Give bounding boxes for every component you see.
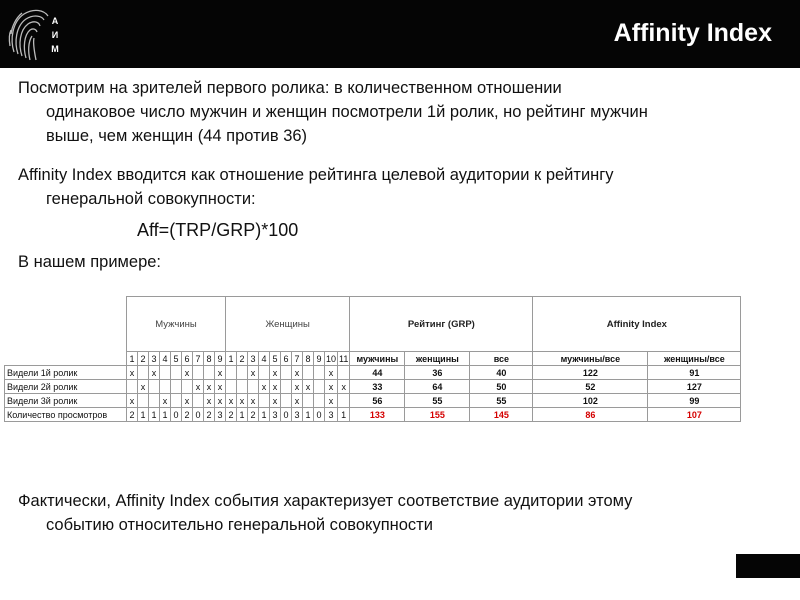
- men-cell: x: [160, 394, 171, 408]
- women-cell: [226, 380, 237, 394]
- women-cell: x: [248, 394, 259, 408]
- affinity-column-header: мужчины/все: [533, 352, 648, 366]
- women-cell: 0: [314, 408, 325, 422]
- women-cell: x: [325, 380, 338, 394]
- men-cell: x: [127, 366, 138, 380]
- women-cell: 1: [259, 408, 270, 422]
- men-cell: 1: [160, 408, 171, 422]
- women-cell: 1: [237, 408, 248, 422]
- women-cell: 1: [303, 408, 314, 422]
- rating-column-header: мужчины: [350, 352, 405, 366]
- men-cell: [182, 380, 193, 394]
- group-women-header: Женщины: [226, 297, 350, 352]
- rating-cell: 133: [350, 408, 405, 422]
- row-label: Видели 3й ролик: [5, 394, 127, 408]
- affinity-cell: 102: [533, 394, 648, 408]
- men-cell: 2: [127, 408, 138, 422]
- logo-letter: М: [51, 44, 59, 54]
- rating-cell: 44: [350, 366, 405, 380]
- women-cell: [281, 366, 292, 380]
- table-row: [5, 394, 741, 408]
- group-affinity-header: Affinity Index: [533, 297, 741, 352]
- women-cell: x: [292, 380, 303, 394]
- paragraph-line: одинаковое число мужчин и женщин посмотрели 1й ролик, но рейтинг мужчин: [46, 103, 648, 121]
- paragraph-line: Посмотрим на зрителей первого ролика: в количественном отношении: [18, 79, 562, 97]
- men-cell: x: [127, 394, 138, 408]
- rating-cell: 55: [470, 394, 533, 408]
- women-cell: x: [325, 366, 338, 380]
- women-cell: 3: [292, 408, 303, 422]
- men-cell: x: [215, 380, 226, 394]
- affinity-cell: 52: [533, 380, 648, 394]
- women-cell: 1: [338, 408, 350, 422]
- affinity-cell: 127: [648, 380, 741, 394]
- women-cell: [338, 366, 350, 380]
- women-cell: [226, 366, 237, 380]
- women-cell: [314, 380, 325, 394]
- paragraph-line: выше, чем женщин (44 против 36): [46, 127, 308, 145]
- header-bar: [0, 0, 800, 68]
- men-cell: [171, 394, 182, 408]
- women-cell: [303, 394, 314, 408]
- women-cell: [314, 366, 325, 380]
- women-number-header: 10: [326, 353, 337, 364]
- women-cell: x: [237, 394, 248, 408]
- rating-cell: 33: [350, 380, 405, 394]
- men-cell: x: [182, 366, 193, 380]
- women-cell: [259, 366, 270, 380]
- women-number-header: 7: [292, 352, 303, 366]
- women-number-header: 2: [237, 352, 248, 366]
- women-number-header: 6: [281, 352, 292, 366]
- women-cell: x: [226, 394, 237, 408]
- women-cell: x: [270, 394, 281, 408]
- women-cell: 0: [281, 408, 292, 422]
- women-number-header: 4: [259, 352, 270, 366]
- men-cell: x: [149, 366, 160, 380]
- men-cell: x: [138, 380, 149, 394]
- men-number-header: 4: [160, 352, 171, 366]
- formula: Aff=(TRP/GRP)*100: [137, 220, 299, 240]
- rating-cell: 40: [470, 366, 533, 380]
- men-number-header: 5: [171, 352, 182, 366]
- paragraph-intro: [18, 76, 788, 148]
- men-cell: x: [182, 394, 193, 408]
- women-cell: [248, 380, 259, 394]
- women-cell: x: [270, 380, 281, 394]
- rating-cell: 55: [405, 394, 470, 408]
- rating-cell: 64: [405, 380, 470, 394]
- row-label: Количество просмотров: [5, 408, 127, 422]
- women-cell: 3: [325, 408, 338, 422]
- men-number-header: 9: [215, 352, 226, 366]
- men-cell: [138, 394, 149, 408]
- rating-cell: 50: [470, 380, 533, 394]
- men-cell: 3: [215, 408, 226, 422]
- women-cell: [237, 380, 248, 394]
- group-men-header: Мужчины: [127, 297, 226, 352]
- paragraph-line: генеральной совокупности:: [46, 190, 256, 208]
- paragraph-conclusion: [18, 489, 788, 537]
- women-number-header: 9: [314, 352, 325, 366]
- men-cell: x: [215, 366, 226, 380]
- table-row: [5, 380, 741, 394]
- affinity-cell: 122: [533, 366, 648, 380]
- men-cell: [149, 394, 160, 408]
- men-cell: [204, 366, 215, 380]
- men-cell: [193, 366, 204, 380]
- page-title: Affinity Index: [613, 19, 772, 47]
- men-cell: 2: [204, 408, 215, 422]
- affinity-cell: 107: [648, 408, 741, 422]
- women-cell: [281, 394, 292, 408]
- table-group-header-row: [5, 297, 741, 352]
- women-cell: [303, 366, 314, 380]
- men-number-header: 7: [193, 352, 204, 366]
- table-row: [5, 366, 741, 380]
- women-cell: x: [270, 366, 281, 380]
- women-cell: 2: [226, 408, 237, 422]
- men-cell: [138, 366, 149, 380]
- men-cell: [160, 366, 171, 380]
- women-cell: x: [292, 366, 303, 380]
- affinity-table: [4, 296, 741, 422]
- paragraph-line: Affinity Index вводится как отношение рейтинга целевой аудитории к рейтингу: [18, 166, 614, 184]
- men-cell: 1: [149, 408, 160, 422]
- men-number-header: 3: [149, 352, 160, 366]
- women-cell: [281, 380, 292, 394]
- group-rating-header: Рейтинг (GRP): [350, 297, 533, 352]
- men-number-header: 2: [138, 352, 149, 366]
- rating-column-header: все: [470, 352, 533, 366]
- men-number-header: 1: [127, 352, 138, 366]
- men-cell: 0: [193, 408, 204, 422]
- affinity-cell: 86: [533, 408, 648, 422]
- women-cell: [338, 394, 350, 408]
- men-cell: x: [215, 394, 226, 408]
- men-cell: [171, 366, 182, 380]
- men-cell: 2: [182, 408, 193, 422]
- women-number-header: 5: [270, 352, 281, 366]
- paragraph-line: В нашем примере:: [18, 253, 162, 271]
- women-number-header: 8: [303, 352, 314, 366]
- rating-cell: 36: [405, 366, 470, 380]
- women-number-header: 1: [226, 352, 237, 366]
- rating-cell: 145: [470, 408, 533, 422]
- men-cell: [171, 380, 182, 394]
- table-subheader-row: [5, 352, 741, 366]
- women-number-header: 3: [248, 352, 259, 366]
- paragraph-line: событию относительно генеральной совокупности: [46, 516, 433, 534]
- women-number-header: 11: [339, 353, 349, 364]
- men-cell: x: [204, 380, 215, 394]
- paragraph-line: Фактически, Affinity Index события характеризует соответствие аудитории этому: [18, 492, 633, 510]
- men-cell: x: [204, 394, 215, 408]
- women-cell: x: [248, 366, 259, 380]
- women-cell: x: [292, 394, 303, 408]
- men-number-header: 8: [204, 352, 215, 366]
- paragraph-example: [18, 250, 788, 274]
- table-row: [5, 408, 741, 422]
- row-label: Видели 2й ролик: [5, 380, 127, 394]
- women-cell: 3: [270, 408, 281, 422]
- logo-letter: А: [51, 16, 59, 26]
- men-cell: 1: [138, 408, 149, 422]
- women-cell: [259, 394, 270, 408]
- men-number-header: 6: [182, 352, 193, 366]
- women-cell: 2: [248, 408, 259, 422]
- affinity-column-header: женщины/все: [648, 352, 741, 366]
- men-cell: [160, 380, 171, 394]
- women-cell: x: [259, 380, 270, 394]
- women-cell: [237, 366, 248, 380]
- men-cell: x: [193, 380, 204, 394]
- paragraph-definition: [18, 163, 788, 211]
- affinity-cell: 91: [648, 366, 741, 380]
- row-label: Видели 1й ролик: [5, 366, 127, 380]
- women-cell: x: [338, 380, 350, 394]
- men-cell: 0: [171, 408, 182, 422]
- rating-column-header: женщины: [405, 352, 470, 366]
- women-cell: [314, 394, 325, 408]
- women-cell: x: [325, 394, 338, 408]
- men-cell: [149, 380, 160, 394]
- rating-cell: 56: [350, 394, 405, 408]
- corner-block: [736, 554, 800, 578]
- fingerprint-logo-icon: [6, 4, 66, 64]
- men-cell: [193, 394, 204, 408]
- logo-letter: И: [51, 30, 59, 40]
- men-cell: [127, 380, 138, 394]
- rating-cell: 155: [405, 408, 470, 422]
- women-cell: x: [303, 380, 314, 394]
- affinity-cell: 99: [648, 394, 741, 408]
